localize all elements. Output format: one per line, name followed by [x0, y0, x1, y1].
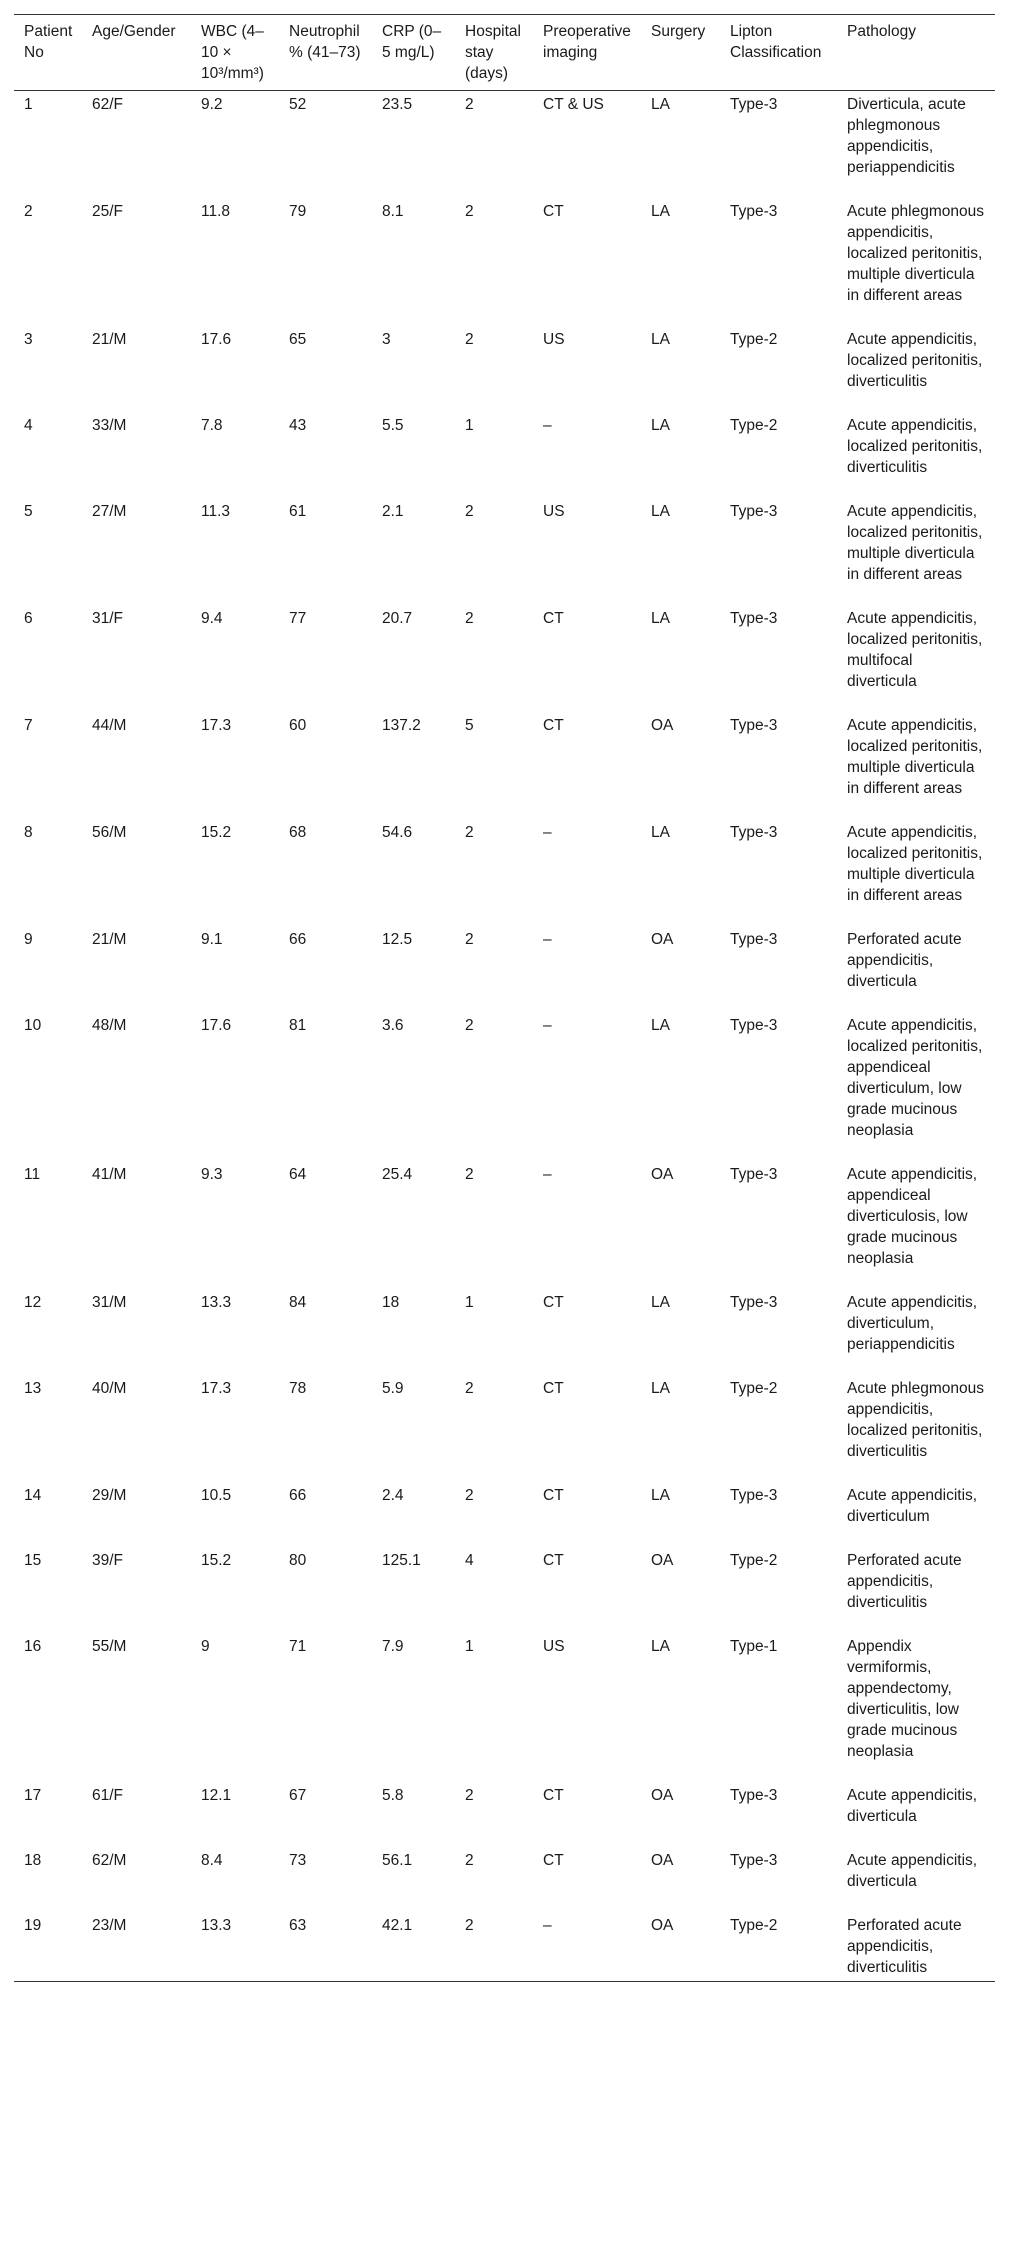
cell-crp: 5.8	[382, 1787, 404, 1804]
cell-hospital-stay: 1	[465, 417, 474, 434]
cell-wbc: 17.3	[201, 1380, 232, 1397]
cell-hospital-stay: 2	[465, 1166, 474, 1183]
column-header-patient-no: Patient No	[14, 15, 82, 91]
cell-preoperative-imaging: –	[543, 824, 552, 841]
cell-hospital-stay: 2	[465, 96, 474, 113]
column-header-surgery: Surgery	[641, 15, 720, 91]
cell-neutrophil: 80	[289, 1552, 307, 1569]
cell-neutrophil: 71	[289, 1638, 307, 1655]
table-row	[14, 1784, 995, 1849]
cell-pathology: Appendix vermiformis, appendectomy, diverticulitis, low grade mucinous neoplasia	[847, 1638, 959, 1760]
cell-surgery: OA	[651, 717, 674, 734]
cell-patient-no: 14	[24, 1487, 42, 1504]
cell-patient-no: 15	[24, 1552, 42, 1569]
table-row	[14, 1849, 995, 1914]
cell-lipton-classification: Type-2	[720, 1914, 837, 1982]
cell-patient-no: 2	[24, 203, 33, 220]
cell-hospital-stay: 2	[465, 1787, 474, 1804]
cell-lipton-classification: Type-3	[730, 503, 778, 520]
cell-pathology: Acute appendicitis, localized peritonitis, multiple diverticula in different areas	[847, 717, 983, 797]
cell-patient-no: 5	[24, 503, 33, 520]
column-header-pathology: Pathology	[837, 15, 995, 91]
cell-pathology: Acute appendicitis, appendiceal diverticulosis, low grade mucinous neoplasia	[847, 1166, 978, 1267]
cell-age-gender: 62/M	[92, 1852, 127, 1869]
cell-age-gender: 56/M	[92, 824, 127, 841]
cell-crp: 54.6	[382, 824, 413, 841]
column-header-wbc: WBC (4–10 × 10³/mm³)	[191, 15, 279, 91]
cell-lipton-classification: Type-3	[730, 824, 778, 841]
cell-pathology: Perforated acute appendicitis, diverticula	[847, 931, 962, 990]
cell-pathology: Diverticula, acute phlegmonous appendicitis, periappendicitis	[847, 96, 966, 176]
cell-age-gender: 48/M	[92, 1017, 127, 1034]
cell-preoperative-imaging: CT	[543, 1487, 564, 1504]
cell-surgery: OA	[651, 931, 674, 948]
cell-surgery: LA	[651, 1487, 670, 1504]
cell-surgery: LA	[651, 1017, 670, 1034]
cell-hospital-stay: 2	[465, 610, 474, 627]
cell-lipton-classification: Type-2	[730, 1380, 778, 1397]
cell-surgery: LA	[651, 1638, 670, 1655]
table-row	[14, 1635, 995, 1784]
cell-surgery: LA	[651, 824, 670, 841]
cell-neutrophil: 65	[289, 331, 307, 348]
cell-surgery: LA	[651, 203, 670, 220]
column-header-neutrophil: Neutrophil % (41–73)	[279, 15, 372, 91]
cell-patient-no: 16	[24, 1638, 42, 1655]
cell-preoperative-imaging: –	[543, 1166, 552, 1183]
cell-pathology: Perforated acute appendicitis, diverticulitis	[847, 1552, 962, 1611]
cell-patient-no: 11	[24, 1166, 41, 1183]
cell-lipton-classification: Type-3	[730, 96, 778, 113]
cell-pathology: Acute appendicitis, localized peritonitis, multiple diverticula in different areas	[847, 824, 983, 904]
cell-age-gender: 27/M	[92, 503, 127, 520]
table-row	[14, 1484, 995, 1549]
cell-surgery: LA	[651, 1380, 670, 1397]
cell-crp: 23.5	[382, 96, 413, 113]
cell-neutrophil: 66	[289, 931, 307, 948]
table-row	[14, 1914, 995, 1982]
cell-lipton-classification: Type-3	[730, 717, 778, 734]
cell-patient-no: 9	[24, 931, 33, 948]
cell-pathology: Acute appendicitis, localized peritonitis, multiple diverticula in different areas	[847, 503, 983, 583]
cell-preoperative-imaging: CT	[543, 610, 564, 627]
cell-hospital-stay: 2	[465, 1487, 474, 1504]
cell-patient-no: 17	[24, 1787, 42, 1804]
cell-lipton-classification: Type-3	[730, 1166, 778, 1183]
cell-neutrophil: 73	[289, 1852, 307, 1869]
cell-patient-no: 18	[24, 1852, 42, 1869]
cell-neutrophil: 64	[289, 1166, 307, 1183]
cell-preoperative-imaging: US	[543, 503, 565, 520]
cell-lipton-classification: Type-1	[730, 1638, 778, 1655]
cell-neutrophil: 78	[289, 1380, 307, 1397]
table-row	[14, 328, 995, 414]
cell-wbc: 13.3	[191, 1914, 279, 1982]
cell-preoperative-imaging: CT	[543, 1294, 564, 1311]
cell-crp: 137.2	[382, 717, 421, 734]
cell-age-gender: 31/M	[92, 1294, 127, 1311]
cell-lipton-classification: Type-3	[730, 1852, 778, 1869]
table-row	[14, 91, 995, 201]
cell-age-gender: 62/F	[92, 96, 124, 113]
cell-pathology: Acute appendicitis, diverticulum	[847, 1487, 978, 1525]
cell-preoperative-imaging: CT	[543, 1380, 564, 1397]
cell-preoperative-imaging: –	[543, 931, 552, 948]
cell-age-gender: 31/F	[92, 610, 124, 627]
cell-age-gender: 21/M	[92, 331, 127, 348]
cell-patient-no: 7	[24, 717, 33, 734]
cell-preoperative-imaging: –	[533, 1914, 641, 1982]
cell-lipton-classification: Type-3	[730, 1294, 778, 1311]
cell-age-gender: 39/F	[92, 1552, 124, 1569]
cell-crp: 2.4	[382, 1487, 404, 1504]
cell-preoperative-imaging: CT	[543, 203, 564, 220]
cell-preoperative-imaging: –	[543, 1017, 552, 1034]
column-header-crp: CRP (0–5 mg/L)	[372, 15, 455, 91]
cell-lipton-classification: Type-2	[730, 417, 778, 434]
cell-hospital-stay: 2	[465, 331, 474, 348]
table-row	[14, 1163, 995, 1291]
cell-patient-no: 13	[24, 1380, 42, 1397]
cell-patient-no: 12	[24, 1294, 42, 1311]
cell-wbc: 17.6	[201, 1017, 232, 1034]
cell-wbc: 13.3	[201, 1294, 232, 1311]
cell-neutrophil: 67	[289, 1787, 307, 1804]
cell-neutrophil: 63	[279, 1914, 372, 1982]
cell-surgery: OA	[651, 1852, 674, 1869]
cell-surgery: LA	[651, 503, 670, 520]
cell-hospital-stay: 2	[465, 1852, 474, 1869]
cell-crp: 125.1	[382, 1552, 421, 1569]
cell-surgery: OA	[651, 1552, 674, 1569]
cell-lipton-classification: Type-3	[730, 931, 778, 948]
cell-crp: 7.9	[382, 1638, 404, 1655]
cell-hospital-stay: 2	[465, 1017, 474, 1034]
cell-age-gender: 25/F	[92, 203, 124, 220]
cell-crp: 20.7	[382, 610, 413, 627]
table-row	[14, 714, 995, 821]
cell-hospital-stay: 2	[455, 1914, 533, 1982]
cell-neutrophil: 61	[289, 503, 307, 520]
cell-crp: 5.5	[382, 417, 404, 434]
cell-crp: 42.1	[372, 1914, 455, 1982]
cell-age-gender: 61/F	[92, 1787, 124, 1804]
cell-age-gender: 40/M	[92, 1380, 127, 1397]
cell-neutrophil: 79	[289, 203, 307, 220]
cell-surgery: LA	[651, 96, 670, 113]
cell-wbc: 9.4	[201, 610, 223, 627]
cell-hospital-stay: 4	[465, 1552, 474, 1569]
cell-neutrophil: 68	[289, 824, 307, 841]
cell-crp: 2.1	[382, 503, 404, 520]
cell-crp: 5.9	[382, 1380, 404, 1397]
cell-lipton-classification: Type-3	[730, 610, 778, 627]
cell-surgery: LA	[651, 417, 670, 434]
cell-hospital-stay: 1	[465, 1294, 474, 1311]
cell-hospital-stay: 5	[465, 717, 474, 734]
cell-age-gender: 29/M	[92, 1487, 127, 1504]
cell-preoperative-imaging: CT	[543, 717, 564, 734]
cell-lipton-classification: Type-2	[730, 331, 778, 348]
cell-age-gender: 23/M	[82, 1914, 191, 1982]
cell-pathology: Acute appendicitis, diverticula	[847, 1787, 978, 1825]
cell-preoperative-imaging: CT	[543, 1552, 564, 1569]
cell-surgery: OA	[651, 1166, 674, 1183]
cell-patient-no: 4	[24, 417, 33, 434]
table-row	[14, 1291, 995, 1377]
cell-wbc: 10.5	[201, 1487, 232, 1504]
column-header-lipton-classification: Lipton Classification	[720, 15, 837, 91]
table-row	[14, 1549, 995, 1635]
cell-age-gender: 44/M	[92, 717, 127, 734]
cell-wbc: 9.3	[201, 1166, 223, 1183]
cell-patient-no: 1	[24, 96, 33, 113]
cell-patient-no: 8	[24, 824, 33, 841]
cell-crp: 25.4	[382, 1166, 413, 1183]
cell-wbc: 8.4	[201, 1852, 223, 1869]
cell-preoperative-imaging: US	[543, 331, 565, 348]
table-row	[14, 500, 995, 607]
column-header-age-gender: Age/Gender	[82, 15, 191, 91]
cell-hospital-stay: 2	[465, 824, 474, 841]
cell-crp: 3.6	[382, 1017, 404, 1034]
cell-pathology: Acute appendicitis, localized peritonitis, appendiceal diverticulum, low grade mucinous neoplasia	[847, 1017, 983, 1139]
cell-neutrophil: 43	[289, 417, 307, 434]
cell-wbc: 17.6	[201, 331, 232, 348]
cell-preoperative-imaging: US	[543, 1638, 565, 1655]
cell-hospital-stay: 1	[465, 1638, 474, 1655]
table-row	[14, 607, 995, 714]
table-row	[14, 200, 995, 328]
cell-wbc: 15.2	[201, 824, 232, 841]
cell-wbc: 11.3	[201, 503, 231, 520]
cell-lipton-classification: Type-3	[730, 1017, 778, 1034]
cell-age-gender: 33/M	[92, 417, 127, 434]
cell-preoperative-imaging: –	[543, 417, 552, 434]
cell-pathology: Acute appendicitis, diverticulum, periappendicitis	[847, 1294, 978, 1353]
cell-wbc: 17.3	[201, 717, 232, 734]
cell-hospital-stay: 2	[465, 503, 474, 520]
cell-crp: 8.1	[382, 203, 404, 220]
cell-age-gender: 55/M	[92, 1638, 127, 1655]
cell-preoperative-imaging: CT & US	[543, 96, 604, 113]
cell-surgery: LA	[651, 1294, 670, 1311]
cell-hospital-stay: 2	[465, 203, 474, 220]
table-row	[14, 1377, 995, 1484]
table-header	[14, 15, 995, 91]
table-row	[14, 414, 995, 500]
cell-lipton-classification: Type-2	[730, 1552, 778, 1569]
cell-wbc: 12.1	[201, 1787, 232, 1804]
header-row	[14, 15, 995, 91]
cell-pathology: Acute appendicitis, localized peritonitis, multifocal diverticula	[847, 610, 983, 690]
cell-neutrophil: 60	[289, 717, 307, 734]
cell-surgery: OA	[641, 1914, 720, 1982]
cell-age-gender: 41/M	[92, 1166, 127, 1183]
cell-pathology: Acute phlegmonous appendicitis, localized peritonitis, multiple diverticula in different areas	[847, 203, 985, 304]
cell-crp: 3	[382, 331, 391, 348]
cell-surgery: LA	[651, 331, 670, 348]
cell-age-gender: 21/M	[92, 931, 127, 948]
cell-neutrophil: 84	[289, 1294, 307, 1311]
cell-patient-no: 6	[24, 610, 33, 627]
cell-surgery: LA	[651, 610, 670, 627]
cell-patient-no: 19	[14, 1914, 82, 1982]
cell-pathology: Acute appendicitis, localized peritonitis, diverticulitis	[847, 331, 983, 390]
cell-neutrophil: 77	[289, 610, 307, 627]
cell-crp: 18	[382, 1294, 400, 1311]
cell-hospital-stay: 2	[465, 1380, 474, 1397]
table-row	[14, 821, 995, 928]
cell-wbc: 9.2	[201, 96, 223, 113]
cell-wbc: 7.8	[201, 417, 223, 434]
cell-neutrophil: 66	[289, 1487, 307, 1504]
table-row	[14, 1014, 995, 1163]
cell-crp: 56.1	[382, 1852, 413, 1869]
table-row	[14, 928, 995, 1014]
cell-neutrophil: 52	[289, 96, 307, 113]
cell-preoperative-imaging: CT	[543, 1787, 564, 1804]
patient-table	[14, 14, 995, 1982]
cell-pathology: Acute phlegmonous appendicitis, localized peritonitis, diverticulitis	[847, 1380, 985, 1460]
cell-wbc: 9	[201, 1638, 210, 1655]
table-body	[14, 91, 995, 1982]
cell-neutrophil: 81	[289, 1017, 307, 1034]
cell-pathology: Perforated acute appendicitis, diverticulitis	[837, 1914, 995, 1982]
cell-wbc: 11.8	[201, 203, 231, 220]
cell-pathology: Acute appendicitis, localized peritonitis, diverticulitis	[847, 417, 983, 476]
cell-lipton-classification: Type-3	[730, 1487, 778, 1504]
cell-preoperative-imaging: CT	[543, 1852, 564, 1869]
cell-patient-no: 10	[24, 1017, 42, 1034]
cell-lipton-classification: Type-3	[730, 1787, 778, 1804]
cell-wbc: 9.1	[201, 931, 223, 948]
column-header-preoperative-imaging: Preoperative imaging	[533, 15, 641, 91]
cell-patient-no: 3	[24, 331, 33, 348]
cell-hospital-stay: 2	[465, 931, 474, 948]
cell-lipton-classification: Type-3	[730, 203, 778, 220]
cell-surgery: OA	[651, 1787, 674, 1804]
column-header-hospital-stay: Hospital stay (days)	[455, 15, 533, 91]
cell-pathology: Acute appendicitis, diverticula	[847, 1852, 978, 1890]
cell-crp: 12.5	[382, 931, 413, 948]
cell-wbc: 15.2	[201, 1552, 232, 1569]
